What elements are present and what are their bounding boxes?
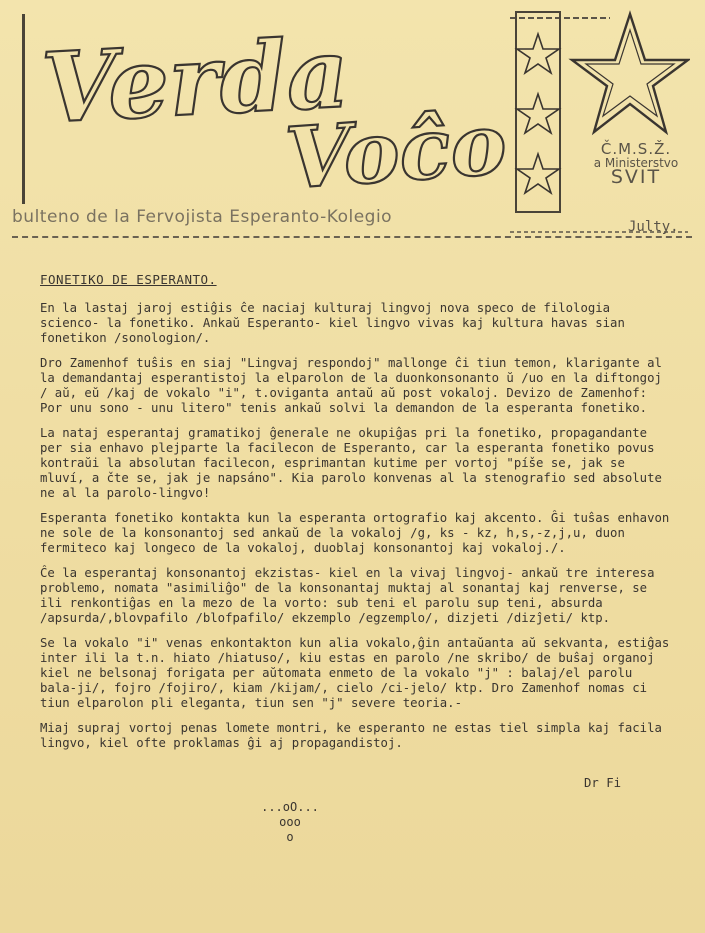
article-signature: Dr Fi — [584, 776, 622, 790]
issue-label: Julty. — [628, 219, 679, 235]
masthead-left-rule — [22, 14, 25, 204]
article-title: FONETIKO DE ESPERANTO. — [40, 272, 217, 287]
emblem-caption-line-1: Č.M.S.Ž. — [600, 140, 672, 158]
masthead-title-word-1: Verda — [39, 16, 352, 145]
article-paragraph: La nataj esperantaj gramatikoj ĝenerale ne okupiĝas pri la fonetiko, propagandante per sia enhavo plejparte la facilecon de Esperanto, car la esperanta fonetiko povus kontraŭi la absolutan facilecon, esprimantan kutime per vortoj "píše se, jak se mluví, a čte se, jak je napsáno". Kia parolo konvenas al la stenografio sed absolute ne al la parolo-lingvo! — [40, 426, 662, 500]
ornament-line-2: ooo — [279, 815, 301, 829]
article-paragraph: Dro Zamenhof tuŝis en siaj "Lingvaj respondoj" mallonge ĉi tiun temon, klarigante al la demandantaj esperantistoj la elparolon de la duonkonsonanto ŭ /uo en la diftongoj / aŭ, eŭ /kaj de vokalo "i", t.oviganta antaŭ aŭ post vokaloj. Devizo de Zamenhof: Por unu sono - unu litero" tenis ankaŭ solvi la demandon de la esperanta fonetiko. — [40, 356, 662, 415]
ornament-line-1: ...oO... — [261, 800, 319, 814]
star-emblem — [510, 4, 690, 239]
emblem-caption-line-2: a Ministerstvo — [593, 156, 679, 170]
emblem — [510, 4, 690, 239]
article-paragraph: Se la vokalo "i" venas enkontakton kun alia vokalo,ĝin antaŭanta aŭ sekvanta, estiĝas inter ili la t.n. hiato /hiatuso/, kiu estas en parolo /ne skribo/ de buŝaj organoj kiel ne belsonaj forigata per aŭtomata enmeto de la vokalo "j" : balaj/el parolu bala-ji/, fojro /fojiro/, kiam /kijam/, cielo /ci-jelo/ ktp. Dro Zamenhof nomas ci tiun elparolon pli eleganta, tiun sen "j" severe teoria.- — [40, 636, 670, 710]
emblem-caption — [586, 140, 686, 188]
article-paragraph: Ĉe la esperantaj konsonantoj ekzistas- kiel en la vivaj lingvoj- ankaŭ tre interesa problemo, nomata "asimiliĝo" de la konsonantaj muktaj al sonantaj kaj renverse, se ili renkontiĝas en la mezo de la vorto: sub teni el parolu sup teni, absurda /apsurda/,blovpafilo /blofpafilo/ ekzemplo /egzemplo/, dizjeti /dizĵeti/ ktp. — [40, 566, 655, 625]
article — [40, 272, 670, 761]
ornament-line-3: o — [286, 830, 294, 844]
masthead-title-art — [38, 10, 508, 200]
article-paragraph: Esperanta fonetiko kontakta kun la esperanta ortografio kaj akcento. Ĝi tuŝas enhavon ne sole de la konsonantoj sed ankaŭ de la vokaloj /g, ks - kz, h,s,-z,j,u, duon fermiteco kaj longeco de la vokaloj, duoblaj konsonantoj kaj vokaloj./. — [40, 511, 670, 555]
masthead-title — [38, 10, 508, 200]
header-divider — [12, 236, 692, 238]
article-paragraph: En la lastaj jaroj estiĝis ĉe naciaj kulturaj lingvoj nova speco de filologia scienco- la fonetiko. Ankaŭ Esperanto- kiel lingvo vivas kaj kultura havas sian fonetikon /sonologion/. — [40, 301, 625, 345]
emblem-caption-line-3: SVIT — [610, 166, 662, 188]
masthead-subtitle: bulteno de la Fervojista Esperanto-Kolegio — [12, 207, 393, 227]
masthead-title-word-2: Voĉo — [282, 93, 508, 200]
article-paragraph: Miaj supraj vortoj penas lomete montri, ke esperanto ne estas tiel simpla kaj facila lingvo, kiel ofte proklamas ĝi aj propagandistoj. — [40, 721, 662, 750]
closing-ornament — [240, 800, 340, 845]
